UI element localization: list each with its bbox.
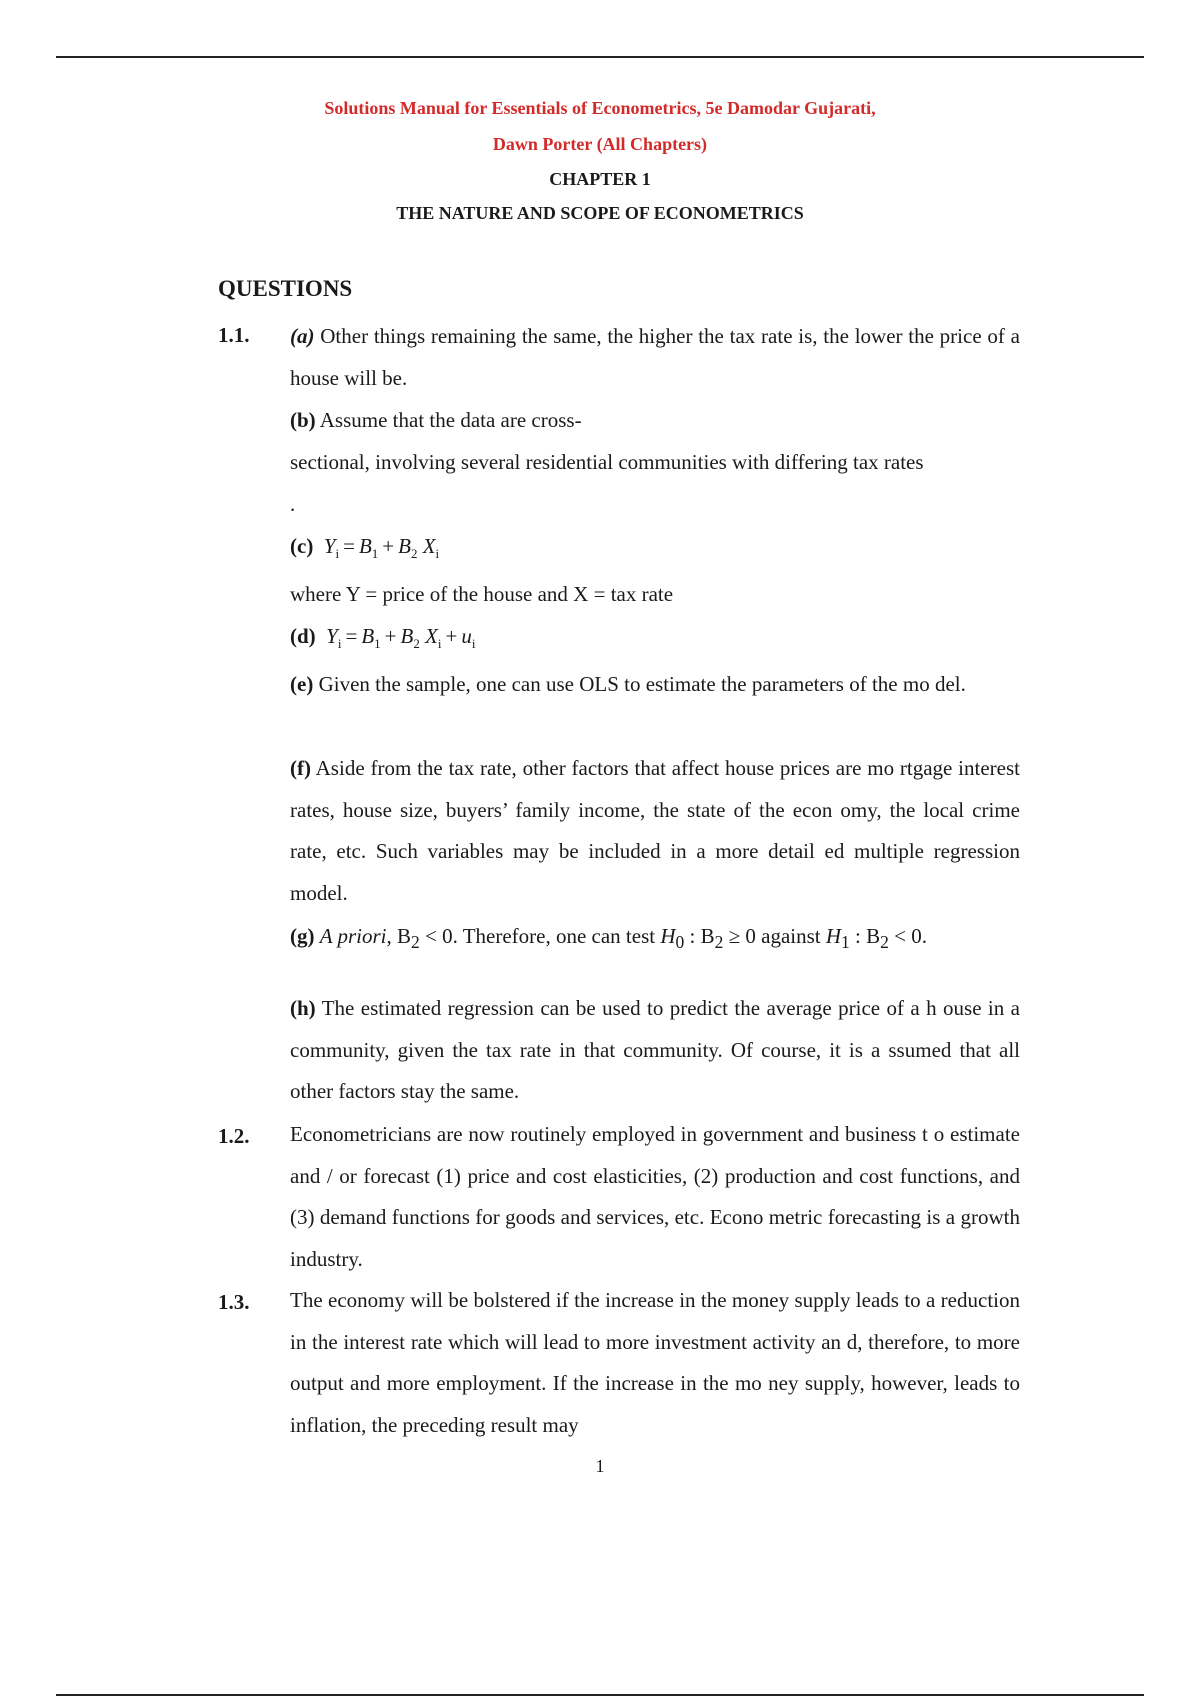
text-g-2: < 0. Therefore, one can test <box>419 924 661 948</box>
label-d: (d) <box>290 624 316 648</box>
page-number: 1 <box>595 1456 605 1476</box>
answer-1-2 <box>290 1114 1020 1280</box>
text-c-where: where Y = price of the house and X = tax rate <box>290 582 674 606</box>
text-1-2: Econometricians are now routinely employed in government and business t o estimate and / or forecast (1) price and cost elasticities, (2) production and cost functions, and (3) demand functions for goods and services, etc. Econo metric forecasting is a growth industry. <box>290 1122 1020 1271</box>
text-g-apriori: A priori <box>319 924 387 948</box>
text-g-end: : B <box>849 924 881 948</box>
dot: . <box>290 492 296 516</box>
answer-1-1-c <box>290 526 1020 575</box>
answer-1-1-b-dot <box>290 484 1020 526</box>
equation-d: $Y_i = B_1 + B_2$ $X_i + u_i$ <box>320 624 476 652</box>
text-b-continued: sectional, involving several residential communities with differing tax rates <box>290 450 924 474</box>
document-header <box>0 90 1200 230</box>
title-line-2: Dawn Porter (All Chapters) <box>492 134 708 154</box>
answer-1-1-h <box>290 988 1020 1113</box>
answer-1-1-g: (g) A priori, $B_2 < 0$. Therefore, one can test $H_0$ : $B_2 \ge 0$ against $H_1$ : $B_2 < 0$. <box>290 924 927 953</box>
chapter-title: THE NATURE AND SCOPE OF ECONOMETRICS <box>396 203 804 223</box>
label-g: (g) <box>290 924 315 948</box>
answer-1-1-d <box>290 616 1020 665</box>
text-g-lt: < 0. <box>888 924 927 948</box>
answer-1-1-c-where <box>290 574 1020 616</box>
label-b: (b) <box>290 408 316 432</box>
top-rule <box>56 56 1144 58</box>
answer-1-1-b <box>290 400 1020 442</box>
text-g-1: , B <box>386 924 411 948</box>
question-number-1-1: 1.1. <box>218 323 250 347</box>
bottom-rule <box>56 1694 1144 1696</box>
label-h: (h) <box>290 996 316 1020</box>
answer-1-1-b-continued <box>290 442 1020 484</box>
title-line-1: Solutions Manual for Essentials of Econometrics, 5e Damodar Gujarati, <box>324 98 876 118</box>
label-f: (f) <box>290 756 311 780</box>
label-a: (a) <box>290 324 315 348</box>
label-c: (c) <box>290 534 314 558</box>
equation-c: $Y_i = B_1 + B_2$ $X_i$ <box>318 534 440 562</box>
text-g-h0: H <box>660 924 676 948</box>
question-number-1-2: 1.2. <box>218 1124 250 1148</box>
text-h: The estimated regression can be used to predict the average price of a h ouse in a community, given the tax rate in that community. Of course, it is a ssumed that all other factors stay the same. <box>290 996 1020 1103</box>
text-g-ge: ≥ 0 against <box>723 924 826 948</box>
answer-1-1-e <box>290 664 1020 706</box>
answer-1-1-f <box>290 748 1020 914</box>
text-g-h1: H <box>825 924 842 948</box>
text-1-3: The economy will be bolstered if the increase in the money supply leads to a reduction in the interest rate which will lead to more investment activity an d, therefore, to more output and more employment. If the increase in the mo ney supply, however, leads to inflation, the preceding result may <box>290 1288 1020 1437</box>
label-e: (e) <box>290 672 314 696</box>
text-a: Other things remaining the same, the higher the tax rate is, the lower the price of a house will be. <box>290 324 1020 390</box>
answer-1-1-a <box>290 316 1020 399</box>
text-f: Aside from the tax rate, other factors that affect house prices are mo rtgage interest rates, house size, buyers’ family income, the state of the econ omy, the local crime rate, etc. Such variables may be included in a more detail ed multiple regression model. <box>290 756 1020 905</box>
question-number-1-3: 1.3. <box>218 1290 250 1314</box>
answer-1-3 <box>290 1280 1020 1446</box>
text-b: Assume that the data are cross- <box>315 408 582 432</box>
chapter-label: CHAPTER 1 <box>549 169 651 189</box>
text-e: Given the sample, one can use OLS to estimate the parameters of the mo del. <box>313 672 966 696</box>
text-g-mid: : B <box>684 924 715 948</box>
questions-heading: QUESTIONS <box>218 276 353 301</box>
